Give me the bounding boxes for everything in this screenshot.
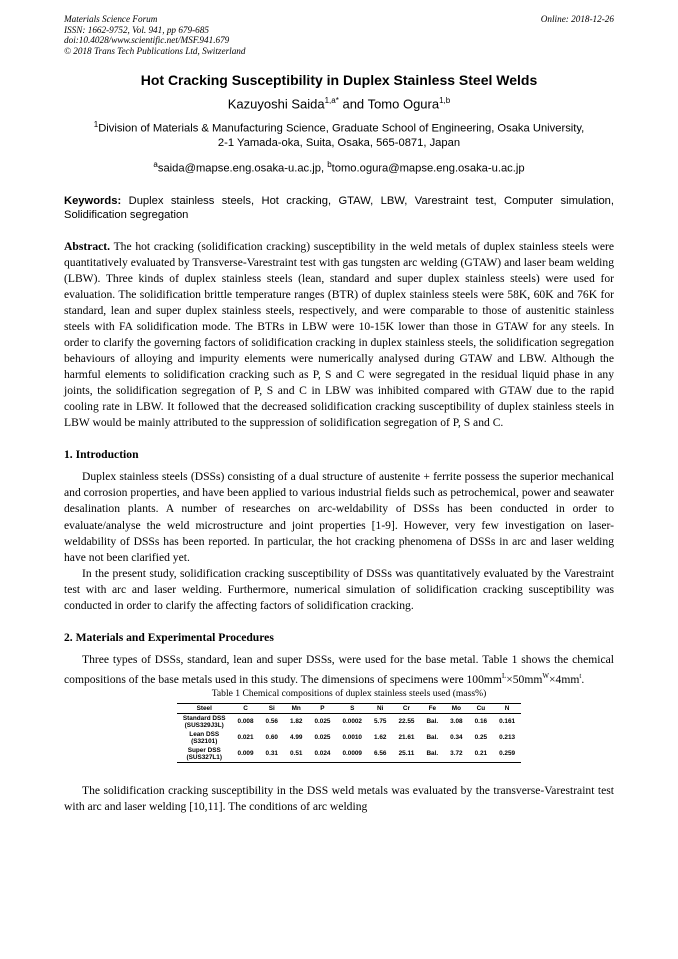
table-header-cell: Mn xyxy=(284,703,308,713)
table-cell: 0.025 xyxy=(314,733,331,741)
abstract xyxy=(64,239,614,432)
materials-p1-end: . xyxy=(581,672,585,686)
table-header-row xyxy=(177,703,521,713)
table-cell: 3.08 xyxy=(450,717,463,725)
steel-grade: (SUS327L1) xyxy=(186,753,222,761)
steel-grade: (SUS329J3L) xyxy=(184,721,224,729)
email-b: tomo.ogura@mapse.eng.osaka-u.ac.jp xyxy=(331,162,525,175)
steel-name-cell xyxy=(177,746,232,763)
table-cell: 0.34 xyxy=(450,733,463,741)
journal-info xyxy=(64,14,245,56)
table-cell: 0.161 xyxy=(499,717,516,725)
table-header-cell: S xyxy=(336,703,368,713)
table-header-cell: C xyxy=(232,703,260,713)
table-cell: 0.024 xyxy=(308,746,336,763)
affiliation-sup: 1 xyxy=(93,120,99,130)
dimension-sup-l: L xyxy=(501,671,507,680)
keywords xyxy=(64,194,614,222)
table-header-cell: Steel xyxy=(177,703,232,713)
table-cell: 0.0002 xyxy=(342,717,362,725)
table-cell: 0.16 xyxy=(474,717,488,725)
table-cell: Bal. xyxy=(426,717,439,725)
table-cell: 0.31 xyxy=(260,746,284,763)
table-cell: 21.61 xyxy=(398,733,415,741)
author-2-sup: 1,b xyxy=(439,96,451,105)
keywords-label: Keywords: xyxy=(64,194,122,207)
table-header-cell: Si xyxy=(260,703,284,713)
author-line xyxy=(64,93,614,112)
dimension-sup-t: t xyxy=(579,671,582,680)
journal-name: Materials Science Forum xyxy=(64,14,158,24)
table-cell: 1.82 xyxy=(289,717,303,725)
keywords-text: Duplex stainless steels, Hot cracking, GTAW, LBW, Varestraint test, Computer simulation, Solidification segregation xyxy=(64,194,614,221)
composition-table xyxy=(177,703,521,763)
issn-line: ISSN: 1662-9752, Vol. 941, pp 679-685 xyxy=(64,24,209,35)
table-cell: 0.60 xyxy=(265,733,278,741)
author-1-sup: 1,a* xyxy=(324,96,339,105)
table-caption: Table 1 Chemical compositions of duplex stainless steels used (mass%) xyxy=(211,687,487,699)
affiliation-line-1: Division of Materials & Manufacturing Science, Graduate School of Engineering, Osaka University, xyxy=(98,123,585,136)
dimension-sup-w: W xyxy=(542,671,549,680)
intro-paragraph-2: In the present study, solidification cracking susceptibility of DSSs was quantitatively evaluated by the Varestraint test with arc and laser welding. Furthermore, numerical simulation of solidification cracking susceptibility was conducted in order to clarify the affecting factors of solidification cracking. xyxy=(64,566,614,612)
steel-name-cell xyxy=(177,730,232,746)
steel-grade: (S32101) xyxy=(191,737,218,745)
table-cell: 0.0009 xyxy=(336,746,368,763)
author-and: and xyxy=(342,96,365,112)
table-cell: 0.0010 xyxy=(342,733,362,741)
table-header-cell: P xyxy=(308,703,336,713)
table-cell: 0.21 xyxy=(469,746,493,763)
table-cell: 6.56 xyxy=(368,746,392,763)
running-header xyxy=(64,14,614,56)
table-row xyxy=(177,746,521,763)
materials-p1-text: Three types of DSSs, standard, lean and super DSSs, were used for the base metal. Table 1 shows the chemical compositions of the base metals used in this study. The dimensions of specimens were 100mm xyxy=(64,652,614,686)
table-cell: 0.51 xyxy=(284,746,308,763)
table-header-cell: N xyxy=(493,703,521,713)
paper-title: Hot Cracking Susceptibility in Duplex Stainless Steel Welds xyxy=(140,72,538,88)
table-cell: Bal. xyxy=(420,746,444,763)
steel-name: Lean DSS xyxy=(189,730,220,738)
affiliation xyxy=(64,118,614,150)
table-cell: 1.62 xyxy=(373,733,387,741)
steel-name: Standard DSS xyxy=(182,714,226,722)
table-cell: Bal. xyxy=(426,733,439,741)
author-1-name: Kazuyoshi Saida xyxy=(227,96,325,112)
intro-paragraph-1: Duplex stainless steels (DSSs) consisting of a dual structure of austenite + ferrite possess the superior mechanical and corrosion properties, and have been applied to various industrial fields such as petrochemical, power and seawater desalination plants. A number of researches on arc-weldability of DSSs has been conducted in order to evaluate/analyse the weld microstructure and joint properties [1-9]. However, very few investigation on laser-weldability of DSSs has been reported. In particular, the hot cracking phenomena of DSSs in arc and laser welding have not been clarified yet. xyxy=(64,470,614,564)
steel-name: Super DSS xyxy=(187,746,221,754)
abstract-label: Abstract. xyxy=(64,239,111,253)
affiliation-line-2: 2-1 Yamada-oka, Suita, Osaka, 565-0871, Japan xyxy=(217,137,461,150)
table-row xyxy=(177,730,521,746)
dimension-width: ×50mm xyxy=(506,672,543,686)
author-2-name: Tomo Ogura xyxy=(367,96,440,112)
email-a: saida@mapse.eng.osaka-u.ac.jp, xyxy=(157,162,325,175)
email-a-sup: a xyxy=(153,160,158,170)
table-cell: 0.025 xyxy=(314,717,331,725)
table-header-cell: Cr xyxy=(392,703,420,713)
table-cell: 0.56 xyxy=(265,717,278,725)
dimension-thickness: ×4mm xyxy=(549,672,580,686)
table-cell: 4.99 xyxy=(289,733,303,741)
table-cell: 0.213 xyxy=(499,733,516,741)
table-row xyxy=(177,713,521,730)
table-cell: 3.72 xyxy=(444,746,468,763)
table-cell: 0.021 xyxy=(237,733,254,741)
table-cell: 5.75 xyxy=(373,717,387,725)
table-cell: 0.009 xyxy=(232,746,260,763)
table-header-cell: Fe xyxy=(420,703,444,713)
table-header-cell: Ni xyxy=(368,703,392,713)
section-heading-materials: 2. Materials and Experimental Procedures xyxy=(64,630,274,644)
doi-line: doi:10.4028/www.scientific.net/MSF.941.679 xyxy=(64,35,230,45)
section-heading-introduction: 1. Introduction xyxy=(64,448,139,462)
email-b-sup: b xyxy=(327,160,332,170)
table-cell: 25.11 xyxy=(392,746,420,763)
copyright-line: © 2018 Trans Tech Publications Ltd, Switzerland xyxy=(64,45,246,56)
email-line xyxy=(64,158,614,176)
materials-paragraph-1 xyxy=(64,652,614,688)
table-cell: 22.55 xyxy=(398,717,415,725)
steel-name-cell xyxy=(177,713,232,730)
table-header-cell: Cu xyxy=(469,703,493,713)
online-date: Online: 2018-12-26 xyxy=(540,14,614,24)
table-cell: 0.25 xyxy=(474,733,488,741)
table-cell: 0.259 xyxy=(493,746,521,763)
abstract-text: The hot cracking (solidification cracking) susceptibility in the weld metals of duplex stainless steels were quantitatively evaluated by Transverse-Varestraint test with gas tungsten arc welding (GTAW) and laser beam welding (LBW). Three kinds of duplex stainless steels (lean, standard and super duplex stainless steels) were used for evaluation. The solidification brittle temperature ranges (BTR) of duplex stainless steels were 58K, 60K and 76K for standard, lean and super duplex stainless steels, respectively, and were comparable to those of austenitic stainless steels with FA solidification mode. The BTRs in LBW were 10-15K lower than those in GTAW for any steels. In order to clarify the governing factors of solidification cracking in duplex stainless steels, the solidification segregation behaviours of alloying and impurity elements were numerically analysed during GTAW and LBW. Although the harmful elements to solidification cracking such as P, S and C were segregated in the residual liquid phase in any joints, the solidification segregation of P, S and C in LBW was inhibited compared with GTAW due to the rapid cooling rate in LBW. It followed that the decreased solidification cracking susceptibility of duplex stainless steels in LBW would be mainly attributed to the suppression of solidification segregation of P, S and C. xyxy=(64,239,614,430)
materials-paragraph-2: The solidification cracking susceptibility in the DSS weld metals was evaluated by the transverse-Varestraint test with arc and laser welding [10,11]. The conditions of arc welding xyxy=(64,783,614,813)
table-cell: 0.008 xyxy=(237,717,254,725)
table-header-cell: Mo xyxy=(444,703,468,713)
